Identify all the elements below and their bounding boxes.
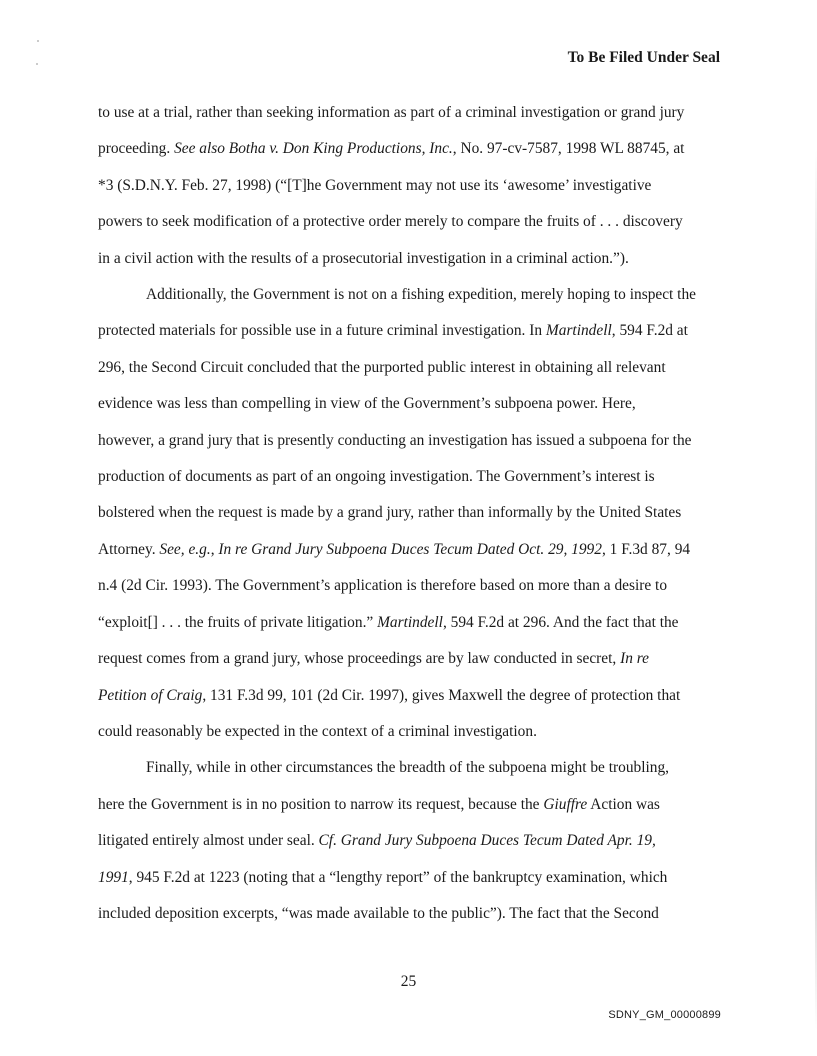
text-run: , (210, 540, 219, 558)
text-run: “exploit[] . . . the fruits of private litigation.” (98, 613, 378, 631)
citation-italic: Martindell (545, 322, 612, 340)
text-line (98, 277, 718, 313)
text-run: proceeding. (98, 140, 175, 158)
text-run: Action was (587, 795, 660, 813)
text-line (98, 896, 718, 932)
citation-italic: See, e.g. (159, 540, 211, 558)
text-line (98, 386, 718, 422)
text-run: evidence was less than compelling in view of the Government’s subpoena power. Here, (98, 395, 636, 413)
text-run: however, a grand jury that is presently conducting an investigation has issued a subpoena for the (98, 431, 692, 449)
text-line (98, 459, 718, 495)
text-run: , 594 F.2d at 296. And the fact that the (442, 613, 679, 631)
paragraph (98, 95, 718, 277)
text-line (98, 350, 718, 386)
citation-italic: 1991 (98, 868, 129, 886)
citation-italic: Giuffre (543, 795, 588, 813)
text-line (98, 714, 718, 750)
text-line (98, 131, 718, 167)
text-line (98, 860, 718, 896)
page-number: 25 (400, 973, 417, 990)
text-run: here the Government is in no position to narrow its request, because the (98, 795, 544, 813)
citation-italic: See also Botha v. Don King Productions, Inc. (174, 140, 453, 158)
text-run: request comes from a grand jury, whose proceedings are by law conducted in secret, (98, 650, 621, 668)
text-run: *3 (S.D.N.Y. Feb. 27, 1998) (“[T]he Government may not use its ‘awesome’ investigative (98, 176, 652, 194)
text-line (98, 750, 718, 786)
seal-notice: To Be Filed Under Seal (567, 49, 720, 66)
scan-speck (36, 63, 38, 65)
text-run: powers to seek modification of a protective order merely to compare the fruits of . . . discovery (98, 213, 683, 231)
text-run: Finally, while in other circumstances the breadth of the subpoena might be troubling, (146, 759, 670, 777)
text-line (98, 95, 718, 131)
text-line (98, 823, 718, 859)
text-run: n.4 (2d Cir. 1993). The Government’s application is therefore based on more than a desire to (98, 577, 668, 595)
text-run: 296, the Second Circuit concluded that the purported public interest in obtaining all relevant (98, 358, 666, 376)
text-line (98, 568, 718, 604)
text-run: bolstered when the request is made by a grand jury, rather than informally by the United States (98, 504, 682, 522)
text-run: , 594 F.2d at (611, 322, 688, 340)
text-line (98, 678, 718, 714)
paragraph (98, 750, 718, 932)
scan-speck (37, 40, 39, 42)
text-run: included deposition excerpts, “was made available to the public”). The fact that the Second (98, 904, 659, 922)
body-text (98, 95, 718, 932)
text-line (98, 313, 718, 349)
text-line (98, 168, 718, 204)
text-line (98, 495, 718, 531)
text-line (98, 204, 718, 240)
text-line (98, 605, 718, 641)
text-line (98, 423, 718, 459)
text-run: in a civil action with the results of a prosecutorial investigation in a criminal action.”). (98, 249, 629, 267)
text-line (98, 641, 718, 677)
text-run: could reasonably be expected in the context of a criminal investigation. (98, 722, 537, 740)
text-run: , No. 97-cv-7587, 1998 WL 88745, at (452, 140, 685, 158)
text-run: production of documents as part of an ongoing investigation. The Government’s interest is (98, 468, 655, 486)
text-run: protected materials for possible use in a future criminal investigation. In (98, 322, 546, 340)
text-run: Additionally, the Government is not on a fishing expedition, merely hoping to inspect the (146, 286, 696, 304)
text-run: , 945 F.2d at 1223 (noting that a “lengthy report” of the bankruptcy examination, which (128, 868, 668, 886)
citation-italic: Petition of Craig (98, 686, 203, 704)
citation-italic: Martindell (377, 613, 443, 631)
bates-number: SDNY_GM_00000899 (608, 1009, 721, 1021)
text-line (98, 532, 718, 568)
text-line (98, 787, 718, 823)
text-line (98, 241, 718, 277)
text-run: , 131 F.3d 99, 101 (2d Cir. 1997), gives Maxwell the degree of protection that (202, 686, 681, 704)
citation-italic: Cf. Grand Jury Subpoena Duces Tecum Dated Apr. 19, (318, 832, 656, 850)
text-run: to use at a trial, rather than seeking information as part of a criminal investigation or grand jury (98, 104, 685, 121)
citation-italic: In re (620, 650, 650, 668)
citation-italic: In re Grand Jury Subpoena Duces Tecum Dated Oct. 29, 1992 (218, 540, 602, 558)
text-run: Attorney. (98, 540, 160, 558)
text-run: litigated entirely almost under seal. (98, 832, 319, 850)
text-run: , 1 F.3d 87, 94 (601, 540, 691, 558)
paragraph (98, 277, 718, 750)
